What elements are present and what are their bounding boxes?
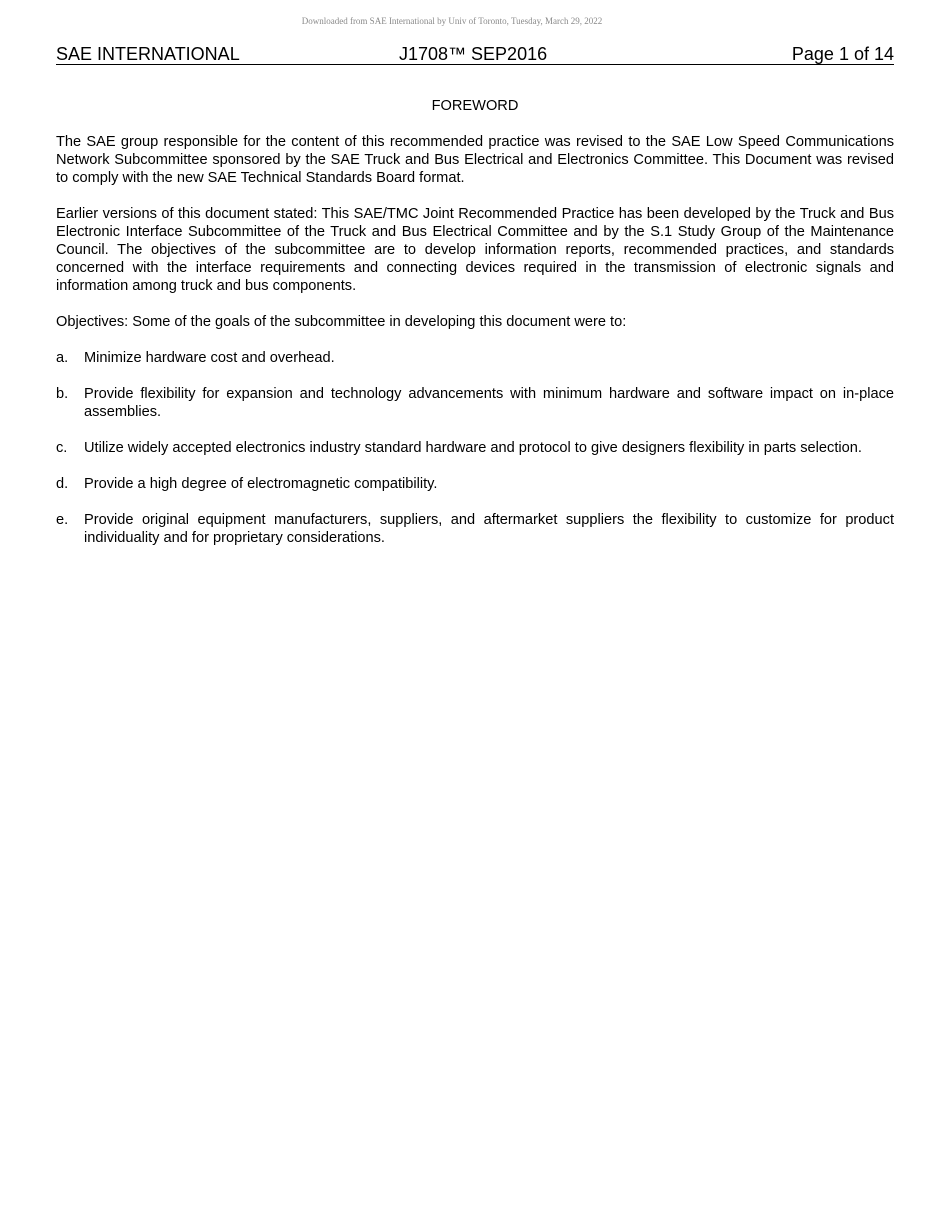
list-marker: b.	[56, 386, 69, 402]
section-title: FOREWORD	[431, 98, 519, 114]
list-item-text: Minimize hardware cost and overhead.	[84, 350, 335, 366]
list-item	[56, 439, 894, 457]
list-item-text: Utilize widely accepted electronics industry standard hardware and protocol to give designers flexibility in parts selection.	[84, 440, 862, 456]
list-item	[56, 385, 894, 421]
paragraph-responsible-group: The SAE group responsible for the content of this recommended practice was revised to the SAE Low Speed Communications Network Subcommittee sponsored by the SAE Truck and Bus Electrical and Electronics Committee. This Document was revised to comply with the new SAE Technical Standards Board format.	[56, 134, 894, 186]
list-item-text: Provide original equipment manufacturers, suppliers, and aftermarket suppliers the flexibility to customize for product individuality and for proprietary considerations.	[84, 512, 894, 546]
paragraph-earlier-versions: Earlier versions of this document stated: This SAE/TMC Joint Recommended Practice has been developed by the Truck and Bus Electronic Interface Subcommittee of the Truck and Bus Electrical Committee and by the S.1 Study Group of the Maintenance Council. The objectives of the subcommittee are to develop information reports, recommended practices, and standards concerned with the interface requirements and connecting devices required in the transmission of electronic signals and information among truck and bus components.	[56, 206, 894, 294]
foreword-section	[56, 97, 894, 565]
page-number: Page 1 of 14	[791, 44, 894, 64]
paragraph-objectives-intro: Objectives: Some of the goals of the subcommittee in developing this document were to:	[56, 314, 627, 330]
list-item	[56, 349, 894, 367]
list-item-text: Provide a high degree of electromagnetic compatibility.	[84, 476, 438, 492]
page-header	[56, 44, 894, 65]
list-marker: c.	[56, 440, 68, 456]
list-item	[56, 511, 894, 547]
download-watermark: Downloaded from SAE International by Univ of Toronto, Tuesday, March 29, 2022	[301, 16, 603, 26]
list-marker: a.	[56, 350, 69, 366]
publisher-name: SAE INTERNATIONAL	[56, 44, 240, 64]
document-number: J1708™ SEP2016	[399, 44, 548, 64]
list-marker: d.	[56, 476, 69, 492]
list-item	[56, 475, 894, 493]
list-item-text: Provide flexibility for expansion and technology advancements with minimum hardware and software impact on in-place assemblies.	[84, 386, 894, 420]
list-marker: e.	[56, 512, 69, 528]
